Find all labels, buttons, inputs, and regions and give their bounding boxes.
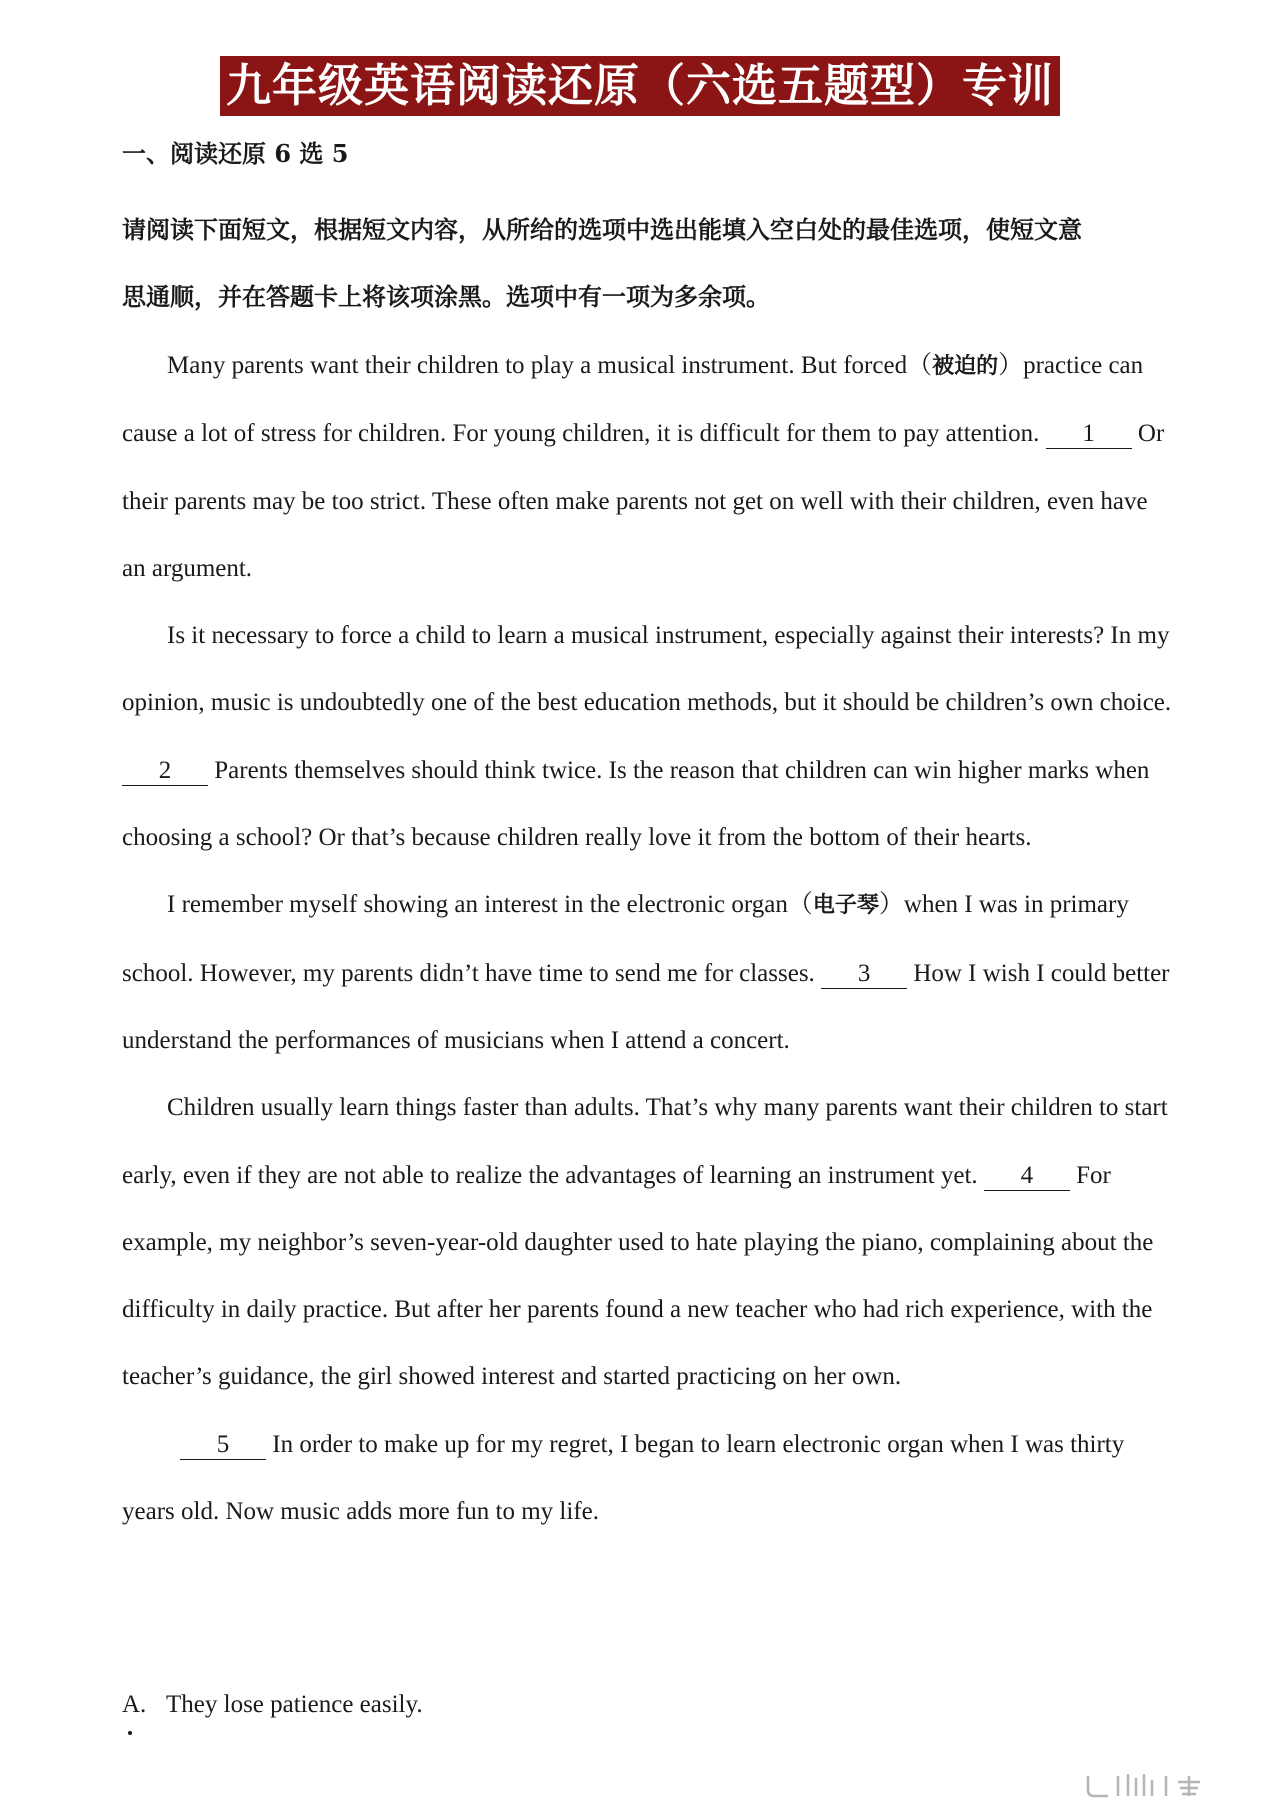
paragraph-1 bbox=[122, 332, 1172, 602]
blank-3[interactable]: 3 bbox=[821, 960, 907, 989]
blank-2[interactable]: 2 bbox=[122, 757, 208, 786]
paragraph-text: Or their parents may be too strict. These often make parents not get on well with their children, even have an argument. bbox=[122, 420, 1165, 582]
paragraph-3 bbox=[122, 871, 1172, 1074]
paragraph-text: How I wish I could better understand the performances of musicians when I attend a concert. bbox=[122, 959, 1170, 1054]
bullet-dot bbox=[128, 1731, 132, 1735]
page-title: 九年级英语阅读还原（六选五题型）专训 bbox=[220, 56, 1060, 116]
instruction-line: 思通顺，并在答题卡上将该项涂黑。选项中有一项为多余项。 bbox=[122, 282, 770, 311]
paragraph-5 bbox=[122, 1411, 1172, 1546]
blank-5[interactable]: 5 bbox=[180, 1431, 266, 1460]
options-list bbox=[122, 1671, 423, 1738]
paragraph-text: In order to make up for my regret, I began to learn electronic organ when I was thirty years old. Now music adds more fun to my life. bbox=[122, 1430, 1125, 1526]
paragraph-text: ）practice can cause a lot of stress for children. For young children, it is difficult for them to pay attention. bbox=[122, 352, 1144, 448]
paragraph-4 bbox=[122, 1074, 1172, 1410]
chinese-gloss: 被迫的 bbox=[932, 354, 999, 379]
paragraph-2 bbox=[122, 602, 1172, 871]
paragraph-text: Many parents want their children to play a musical instrument. But forced（ bbox=[167, 352, 933, 379]
option-item[interactable] bbox=[122, 1671, 423, 1738]
option-letter: A. bbox=[122, 1691, 147, 1718]
reading-passage bbox=[122, 332, 1172, 1545]
paragraph-text: I remember myself showing an interest in the electronic organ（ bbox=[167, 891, 813, 919]
title-banner bbox=[0, 56, 1280, 116]
blank-1[interactable]: 1 bbox=[1046, 420, 1132, 449]
option-text: They lose patience easily. bbox=[166, 1691, 423, 1718]
blank-4[interactable]: 4 bbox=[984, 1162, 1070, 1191]
paragraph-text: Is it necessary to force a child to learn a musical instrument, especially against their interests? In my opinion, music is undoubtedly one of the best education methods, but it should be children’s own choice. bbox=[122, 622, 1172, 717]
paragraph-text: ）when I was in primary school. However, my parents didn’t have time to send me for classes. bbox=[122, 891, 1129, 987]
instructions bbox=[122, 196, 1172, 330]
section-heading: 一、阅读还原 6 选 5 bbox=[122, 139, 349, 168]
watermark-icon bbox=[1082, 1770, 1262, 1800]
chinese-gloss: 电子琴 bbox=[812, 893, 879, 919]
paragraph-text: For example, my neighbor’s seven-year-old daughter used to hate playing the piano, complaining about the difficulty in daily practice. But after her parents found a new teacher who had rich experience, with the teacher’s guidance, the girl showed interest and started practicing on her own. bbox=[122, 1161, 1154, 1391]
paragraph-text: Children usually learn things faster than adults. That’s why many parents want their children to start early, even if they are not able to realize the advantages of learning an instrument yet. bbox=[122, 1094, 1168, 1189]
instruction-line: 请阅读下面短文，根据短文内容，从所给的选项中选出能填入空白处的最佳选项，使短文意 bbox=[122, 215, 1082, 244]
paragraph-text: Parents themselves should think twice. Is the reason that children can win higher marks when choosing a school? Or that’s because children really love it from the bottom of their hearts. bbox=[122, 756, 1150, 852]
